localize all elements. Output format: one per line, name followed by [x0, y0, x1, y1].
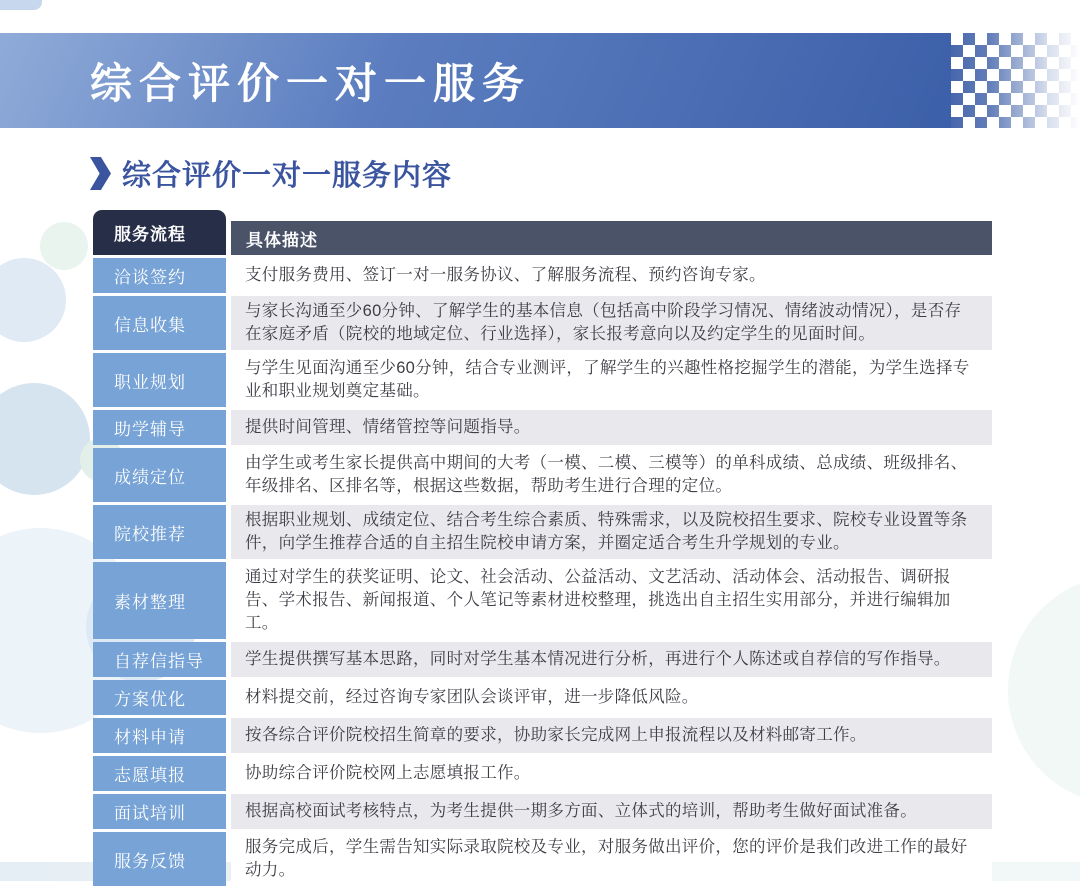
section-title: 综合评价一对一服务内容 [122, 160, 453, 192]
table-row [93, 353, 992, 407]
process-cell: 材料申请 [93, 718, 226, 753]
corner-decoration [0, 0, 42, 10]
checkerboard-fade [951, 33, 1080, 128]
description-cell: 支付服务费用、签订一对一服务协议、了解服务流程、预约咨询专家。 [231, 258, 992, 293]
process-cell: 志愿填报 [93, 756, 226, 791]
description-cell: 与家长沟通至少60分钟、了解学生的基本信息（包括高中阶段学习情况、情绪波动情况），是否存在家庭矛盾（院校的地域定位、行业选择），家长报考意向以及约定学生的见面时间。 [231, 296, 992, 350]
process-cell: 成绩定位 [93, 448, 226, 502]
column-header-process: 服务流程 [93, 210, 226, 255]
decor-circle [0, 383, 90, 495]
table-row [93, 718, 992, 753]
description-cell: 按各综合评价院校招生简章的要求，协助家长完成网上申报流程以及材料邮寄工作。 [231, 718, 992, 753]
process-cell: 面试培训 [93, 794, 226, 829]
process-cell: 方案优化 [93, 680, 226, 715]
table-row [93, 258, 992, 293]
description-cell: 根据高校面试考核特点，为考生提供一期多方面、立体式的培训，帮助考生做好面试准备。 [231, 794, 992, 829]
checkerboard-decoration [951, 33, 1080, 128]
process-cell: 自荐信指导 [93, 642, 226, 677]
table-body [93, 258, 992, 886]
decor-circle [1008, 575, 1080, 805]
table-header-row [93, 210, 992, 255]
description-cell: 服务完成后，学生需告知实际录取院校及专业，对服务做出评价，您的评价是我们改进工作的最好动力。 [231, 832, 992, 886]
section-heading [90, 153, 452, 194]
description-cell: 提供时间管理、情绪管控等问题指导。 [231, 410, 992, 445]
table-row [93, 410, 992, 445]
process-cell: 洽谈签约 [93, 258, 226, 293]
decor-circle [0, 258, 66, 342]
header-banner [0, 33, 951, 128]
description-cell: 学生提供撰写基本思路，同时对学生基本情况进行分析，再进行个人陈述或自荐信的写作指导。 [231, 642, 992, 677]
table-row [93, 756, 992, 791]
description-cell: 材料提交前，经过咨询专家团队会谈评审，进一步降低风险。 [231, 680, 992, 715]
chevron-right-icon [90, 157, 111, 190]
description-cell: 通过对学生的获奖证明、论文、社会活动、公益活动、文艺活动、活动体会、活动报告、调研报告、学术报告、新闻报道、个人笔记等素材进校整理，挑选出自主招生实用部分，并进行编辑加工。 [231, 562, 992, 639]
description-cell: 与学生见面沟通至少60分钟，结合专业测评，了解学生的兴趣性格挖掘学生的潜能，为学生选择专业和职业规划奠定基础。 [231, 353, 992, 407]
process-cell: 素材整理 [93, 562, 226, 639]
description-cell: 由学生或考生家长提供高中期间的大考（一模、二模、三模等）的单科成绩、总成绩、班级排名、年级排名、区排名等，根据这些数据，帮助考生进行合理的定位。 [231, 448, 992, 502]
service-table [93, 210, 992, 889]
page-title: 综合评价一对一服务 [90, 59, 532, 107]
description-cell: 协助综合评价院校网上志愿填报工作。 [231, 756, 992, 791]
process-cell: 服务反馈 [93, 832, 226, 886]
description-cell: 根据职业规划、成绩定位、结合考生综合素质、特殊需求，以及院校招生要求、院校专业设置等条件，向学生推荐合适的自主招生院校申请方案，并圈定适合考生升学规划的专业。 [231, 505, 992, 559]
table-row [93, 794, 992, 829]
process-cell: 信息收集 [93, 296, 226, 350]
table-row [93, 680, 992, 715]
process-cell: 助学辅导 [93, 410, 226, 445]
process-cell: 院校推荐 [93, 505, 226, 559]
decor-circle [40, 222, 88, 270]
table-row [93, 642, 992, 677]
table-row [93, 832, 992, 886]
table-row [93, 448, 992, 502]
table-row [93, 505, 992, 559]
table-row [93, 562, 992, 639]
process-cell: 职业规划 [93, 353, 226, 407]
table-row [93, 296, 992, 350]
column-header-description: 具体描述 [231, 221, 992, 255]
